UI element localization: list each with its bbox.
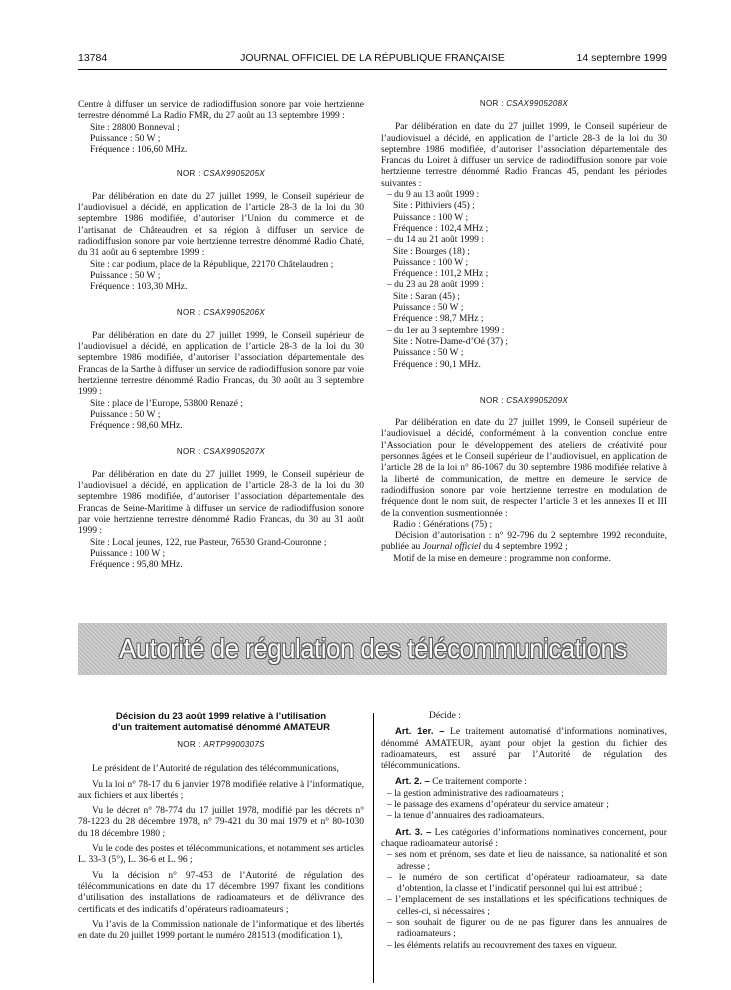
period-line: – du 9 au 13 août 1999 : [387, 190, 480, 201]
period-line: Puissance : 50 W ; [393, 303, 464, 314]
deliberation-text: Par délibération en date du 27 juillet 1999, le Conseil supérieur de l’audiovisuel a décidé, en application de l’article 28-3 de la loi du 30 septembre 1986 modifiée, d’autoriser l’Union du commerce et de l’artisanat de Châteaudren et sa région à diffuser un service de radiodiffusion sonore par voie hertzienne terrestre dénommé Radio Chaté, du 31 août au 6 septembre 1999 : [78, 191, 364, 259]
site-line: Site : Local jeunes, 122, rue Pasteur, 76530 Grand-Couronne ; [90, 537, 327, 548]
list-item: – la gestion administrative des radioamateurs ; [387, 788, 564, 799]
article-2: Art. 2. – Ce traitement comporte : [395, 776, 527, 788]
period-line: Fréquence : 98,7 MHz ; [393, 314, 484, 325]
deliberation-text: Par délibération en date du 27 juillet 1999, le Conseil supérieur de l’audiovisuel a décidé, conformément à la convention conclue entre l’Association pour le développement des ateliers de créativité pour personnes âgées et le Conseil supérieur de l’audiovisuel, en application de l’article 28 de la loi n° 86-1067 du 30 septembre 1986 modifiée relative à la liberté de communication, de mettre en demeure le service de radiodiffusion sonore par voie hertzienne terrestre en modulation de fréquence dont le nom suit, de respecter l’article 3 et les annexes II et III de la convention susmentionnée : [381, 418, 667, 519]
frequency-line: Fréquence : 103,30 MHz. [90, 282, 188, 293]
power-line: Puissance : 50 W ; [90, 270, 161, 281]
period-line: Puissance : 50 W ; [393, 348, 464, 359]
nor-reference: NOR : CSAX9905208X [479, 99, 569, 108]
deliberation-text: Par délibération en date du 27 juillet 1999, le Conseil supérieur de l’audiovisuel a décidé, en application de l’article 28-3 de la loi du 30 septembre 1986 modifiée, d’autoriser l’association départementale des Francas de la Sarthe à diffuser un service de radiodiffusion sonore par voie hertzienne terrestre dénommé Radio Francas, du 30 août au 3 septembre 1999 : [78, 330, 364, 398]
article-2-list [381, 789, 667, 823]
periods-list [381, 190, 667, 371]
deliberation-text: Par délibération en date du 27 juillet 1999, le Conseil supérieur de l’audiovisuel a décidé, en application de l’article 28-3 de la loi du 30 septembre 1986 modifiée, d’autoriser l’association départementale des Francas du Loiret à diffuser un service de radiodiffusion sonore par voie hertzienne terrestre dénommé Radio Francas 45, pendant les périodes suivantes : [381, 122, 667, 189]
nor-reference: NOR : CSAX9905209X [479, 395, 569, 405]
recital-paragraph: Vu la loi n° 78-17 du 6 janvier 1978 modifiée relative à l’informatique, aux fichiers et aux libertés ; [78, 779, 364, 801]
period-line: – du 23 au 28 août 1999 : [387, 280, 484, 291]
period-line: Puissance : 100 W ; [393, 212, 469, 223]
list-item: – son souhait de figurer ou de ne pas figurer dans les annuaires de radioamateurs ; [387, 918, 667, 940]
header-rule [78, 69, 667, 70]
issue-date: 14 septembre 1999 [576, 52, 667, 64]
power-line: Puissance : 100 W ; [90, 548, 166, 559]
deliberation-text: Par délibération en date du 27 juillet 1999, le Conseil supérieur de l’audiovisuel a décidé, en application de l’article 28-3 de la loi du 30 septembre 1986 modifiée, d’autoriser l’association départementale des Francas de Seine-Maritime à diffuser un service de radiodiffusion sonore par voie hertzienne terrestre dénommé Radio Francas, du 30 au 31 août 1999 : [78, 469, 364, 537]
site-line: Site : place de l’Europe, 53800 Renazé ; [90, 398, 244, 409]
frequency-line: Fréquence : 98,60 MHz. [90, 421, 183, 432]
nor-reference: NOR : ARTP9900307S [177, 740, 265, 749]
list-item: – le passage des examens d’opérateur du service amateur ; [387, 800, 609, 811]
page-number: 13784 [78, 52, 108, 64]
nor-reference: NOR : CSAX9905206X [176, 308, 266, 318]
period-line: Site : Notre-Dame-d’Oé (37) ; [393, 336, 509, 347]
article-3-list [381, 850, 667, 952]
period-line: Fréquence : 101,2 MHz ; [393, 269, 489, 280]
period-line: Site : Saran (45) ; [393, 291, 461, 302]
period-line: Fréquence : 90,1 MHz. [393, 359, 481, 370]
section-title: Autorité de régulation des télécommunications [118, 633, 627, 664]
recital-paragraph: Le président de l’Autorité de régulation des télécommunications, [92, 764, 339, 775]
intro-frequency: Fréquence : 106,60 MHz. [90, 145, 188, 156]
decision-right-column [381, 711, 667, 952]
column-divider [373, 713, 374, 983]
list-item: – ses nom et prénom, ses date et lieu de naissance, sa nationalité et son adresse ; [387, 850, 667, 872]
period-line: Site : Bourges (18) ; [393, 246, 470, 257]
decide-heading: Décide : [429, 711, 461, 721]
article-3: Art. 3. – Les catégories d’informations nominatives concernent, pour chaque radioamateur autorisé : [381, 826, 667, 849]
frequency-line: Fréquence : 95,80 MHz. [90, 560, 183, 571]
list-item: – l’emplacement de ses installations et les spécifications techniques de celles-ci, si nécessaires ; [387, 895, 667, 917]
motif-line: Motif de la mise en demeure : programme non conforme. [393, 553, 611, 564]
intro-power: Puissance : 50 W ; [90, 133, 161, 144]
period-line: Fréquence : 102,4 MHz ; [393, 223, 489, 234]
decision-title: Décision du 23 août 1999 relative à l’utilisation d’un traitement automatisé dénommé AMATEUR [112, 711, 330, 733]
intro-text: Centre à diffuser un service de radiodiffusion sonore par voie hertzienne terrestre dénommé La Radio FMR, du 27 août au 13 septembre 1999 : [78, 100, 364, 122]
period-line: – du 1er au 3 septembre 1999 : [387, 325, 505, 336]
period-line: Site : Pithiviers (45) ; [393, 201, 475, 212]
list-item: – le numéro de son certificat d’opérateur radioamateur, sa date d’obtention, la classe et l’indicatif personnel qui lui est attribué ; [387, 872, 667, 895]
recital-paragraph: Vu l’avis de la Commission nationale de l’informatique et des libertés en date du 20 juillet 1999 portant le numéro 281513 (modification 1), [78, 919, 364, 942]
list-item: – les éléments relatifs au recouvrement des taxes en vigueur. [387, 940, 618, 951]
page-header [78, 52, 667, 66]
recital-paragraph: Vu le décret n° 78-774 du 17 juillet 1978, modifié par les décrets n° 78-1223 du 28 décembre 1978, n° 79-421 du 30 mai 1979 et n° 80-1030 du 18 décembre 1980 ; [78, 806, 364, 839]
decision-line: Décision d’autorisation : n° 92-796 du 2 septembre 1992 reconduite, publiée au Journal officiel du 4 septembre 1992 ; [381, 531, 667, 553]
period-line: – du 14 au 21 août 1999 : [387, 235, 484, 246]
right-column [381, 98, 667, 565]
power-line: Puissance : 50 W ; [90, 409, 161, 420]
recital-paragraph: Vu le code des postes et télécommunications, et notamment ses articles L. 33-3 (5°), L. 36-6 et L. 96 ; [78, 844, 364, 866]
section-band [78, 623, 667, 675]
intro-site: Site : 28800 Bonneval ; [90, 122, 180, 133]
journal-title: JOURNAL OFFICIEL DE LA RÉPUBLIQUE FRANÇAISE [240, 52, 505, 64]
site-line: Site : car podium, place de la République, 22170 Châtelaudren ; [90, 259, 334, 270]
period-line: Puissance : 100 W ; [393, 257, 469, 268]
nor-reference: NOR : CSAX9905205X [176, 169, 266, 179]
left-column [78, 100, 364, 571]
nor-reference: NOR : CSAX9905207X [176, 447, 266, 457]
recital-paragraph: Vu la décision n° 97-453 de l’Autorité de régulation des télécommunications en date du 17 décembre 1997 fixant les conditions d’utilisation des installations de radioamateurs et de délivrance des certificats et des indicatifs d’opérateurs radioamateurs ; [78, 870, 364, 915]
radio-line: Radio : Générations (75) ; [393, 519, 493, 530]
article-1: Art. 1er. – Le traitement automatisé d’informations nominatives, dénommé AMATEUR, ayant pour objet la gestion du fichier des radioamateurs, est assuré par l’Autorité de régulation des télécommunications. [381, 726, 667, 772]
list-item: – la tenue d’annuaires des radioamateurs. [387, 811, 545, 822]
decision-recitals [78, 764, 364, 942]
decision-left-column [78, 711, 364, 942]
